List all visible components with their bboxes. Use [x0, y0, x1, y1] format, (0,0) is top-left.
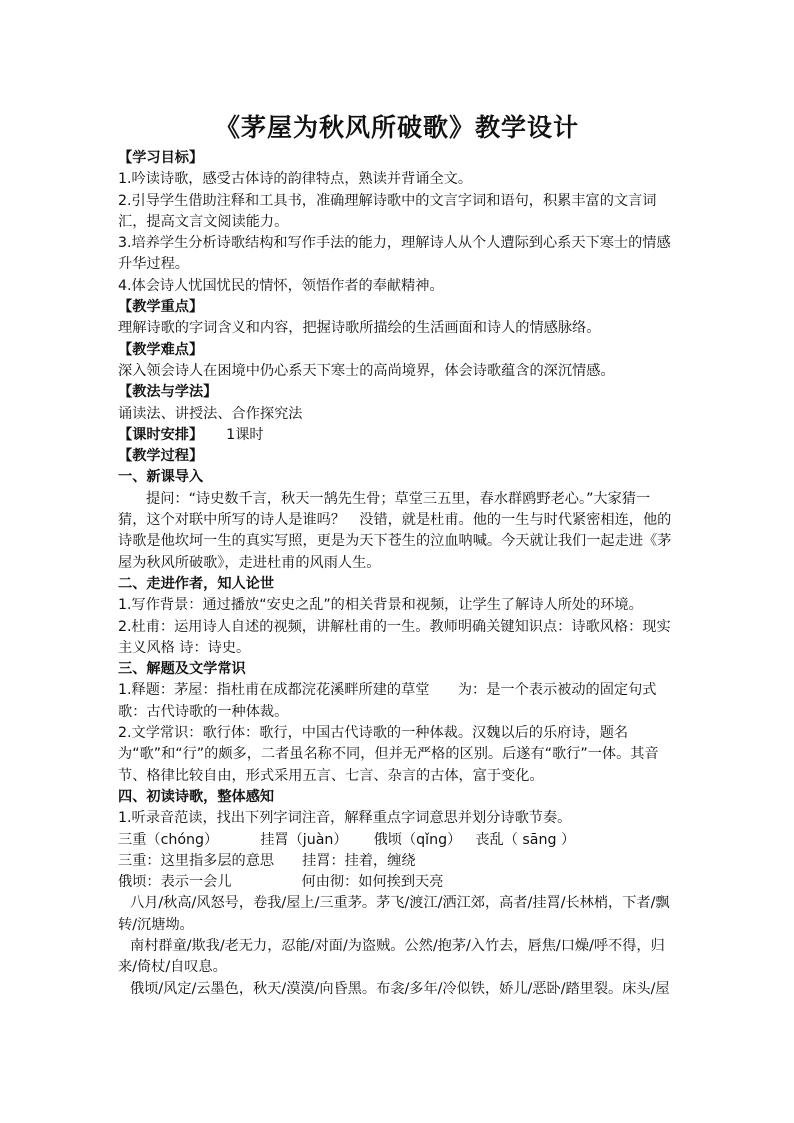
- pronunciation-row: [118, 830, 678, 851]
- definition-item: 俄顷：表示一会儿: [118, 874, 232, 891]
- step-3-heading: 三、解题及文学常识: [118, 661, 246, 678]
- step-3-item-1: 1.释题：茅屋：指杜甫在成都浣花溪畔所建的草堂 为：是一个表示被动的固定句式 歌：古代诗歌的一种体裁。: [118, 682, 671, 720]
- definition-row-2: [118, 872, 678, 893]
- section-heading-methods: 【教法与学法】: [118, 384, 218, 401]
- difficulties-text: 深入领会诗人在困境中仍心系天下寒士的高尚境界，体会诗歌蕴含的深沉情感。: [118, 362, 615, 379]
- section-heading-key-points: 【教学重点】: [118, 299, 204, 316]
- step-1-text: 提问：“诗史数千言，秋天一鹄先生骨；草堂三五里，春水群鸥野老心。”大家猜一猜，这个对联中所写的诗人是谁吗？ 没错，就是杜甫。他的一生与时代紧密相连，他的诗歌是他坎坷一生的真实写照，更是为天下苍生的泣血呐喊。今天就让我们一起走进《茅屋为秋风所破歌》，走进杜甫的风雨人生。: [118, 490, 672, 571]
- document-body: [118, 148, 678, 1000]
- definition-item: 何由彻：如何挨到天亮: [301, 874, 444, 891]
- step-2-item-1: 1.写作背景：通过播放“安史之乱”的相关背景和视频，让学生了解诗人所处的环境。: [118, 597, 643, 614]
- step-2-heading: 二、走进作者，知人论世: [118, 575, 275, 592]
- step-1-heading: 一、新课导入: [118, 469, 204, 486]
- objective-3: 3.培养学生分析诗歌结构和写作手法的能力，理解诗人从个人遭际到心系天下寒士的情感升华过程。: [118, 235, 671, 273]
- methods-text: 诵读法、讲授法、合作探究法: [118, 405, 303, 422]
- verse-stanza-2: 南村群童/欺我/老无力，忍能/对面/为盗贼。公然/抱茅/入竹去，唇焦/口燥/呼不得，归来/倚杖/自叹息。: [118, 937, 665, 976]
- pronunciation-item: 俄顷（qǐng）: [373, 831, 462, 848]
- objective-4: 4.体会诗人忧国忧民的情怀，领悟作者的奉献精神。: [118, 277, 444, 294]
- objective-1: 1.吟读诗歌，感受古体诗的韵律特点，熟读并背诵全文。: [118, 171, 473, 188]
- section-heading-process: 【教学过程】: [118, 448, 204, 465]
- class-hours-value: 1课时: [226, 426, 264, 443]
- section-heading-difficulties: 【教学难点】: [118, 341, 204, 358]
- key-points-text: 理解诗歌的字词含义和内容，把握诗歌所描绘的生活画面和诗人的情感脉络。: [118, 320, 601, 337]
- document-title: 《茅屋为秋风所破歌》教学设计: [214, 113, 579, 142]
- section-heading-objectives: 【学习目标】: [118, 150, 204, 166]
- definition-item: 三重：这里指多层的意思: [118, 852, 275, 869]
- class-hours-line: [118, 425, 678, 446]
- pronunciation-item: 三重（chóng）: [118, 831, 219, 848]
- step-3-item-2: 2.文学常识：歌行体：歌行，中国古代诗歌的一种体裁。汉魏以后的乐府诗，题名为“歌”和“行”的颇多，二者虽名称不同，但并无严格的区别。后遂有“歌行”一体。其音节、格律比较自由，形式采用五言、七言、杂言的古体，富于变化。: [118, 725, 659, 784]
- section-heading-class-hours: 【课时安排】: [118, 426, 204, 443]
- objective-2: 2.引导学生借助注释和工具书，准确理解诗歌中的文言字词和语句，积累丰富的文言词汇，提高文言文阅读能力。: [118, 192, 657, 230]
- step-2-item-2: 2.杜甫：运用诗人自述的视频，讲解杜甫的一生。教师明确关键知识点：诗歌风格：现实主义风格 诗：诗史。: [118, 618, 671, 656]
- definition-row-1: [118, 851, 678, 872]
- step-4-heading: 四、初读诗歌，整体感知: [118, 788, 275, 805]
- verse-stanza-1: 八月/秋高/风怒号，卷我/屋上/三重茅。茅飞/渡江/洒江郊，高者/挂罥/长林梢，下者/飘转/沉塘坳。: [118, 895, 670, 933]
- step-4-item-1: 1.听录音范读，找出下列字词注音，解释重点字词意思并划分诗歌节奏。: [118, 810, 572, 827]
- pronunciation-item: 挂罥（juàn）: [260, 831, 348, 848]
- verse-stanza-3: 俄顷/风定/云墨色，秋天/漠漠/向昏黑。布衾/多年/冷似铁，娇儿/恶卧/踏里裂。床头/屋: [130, 980, 670, 997]
- pronunciation-item: 丧乱（ sāng ）: [475, 831, 576, 848]
- definition-item: 挂罥：挂着，缠绕: [302, 852, 416, 869]
